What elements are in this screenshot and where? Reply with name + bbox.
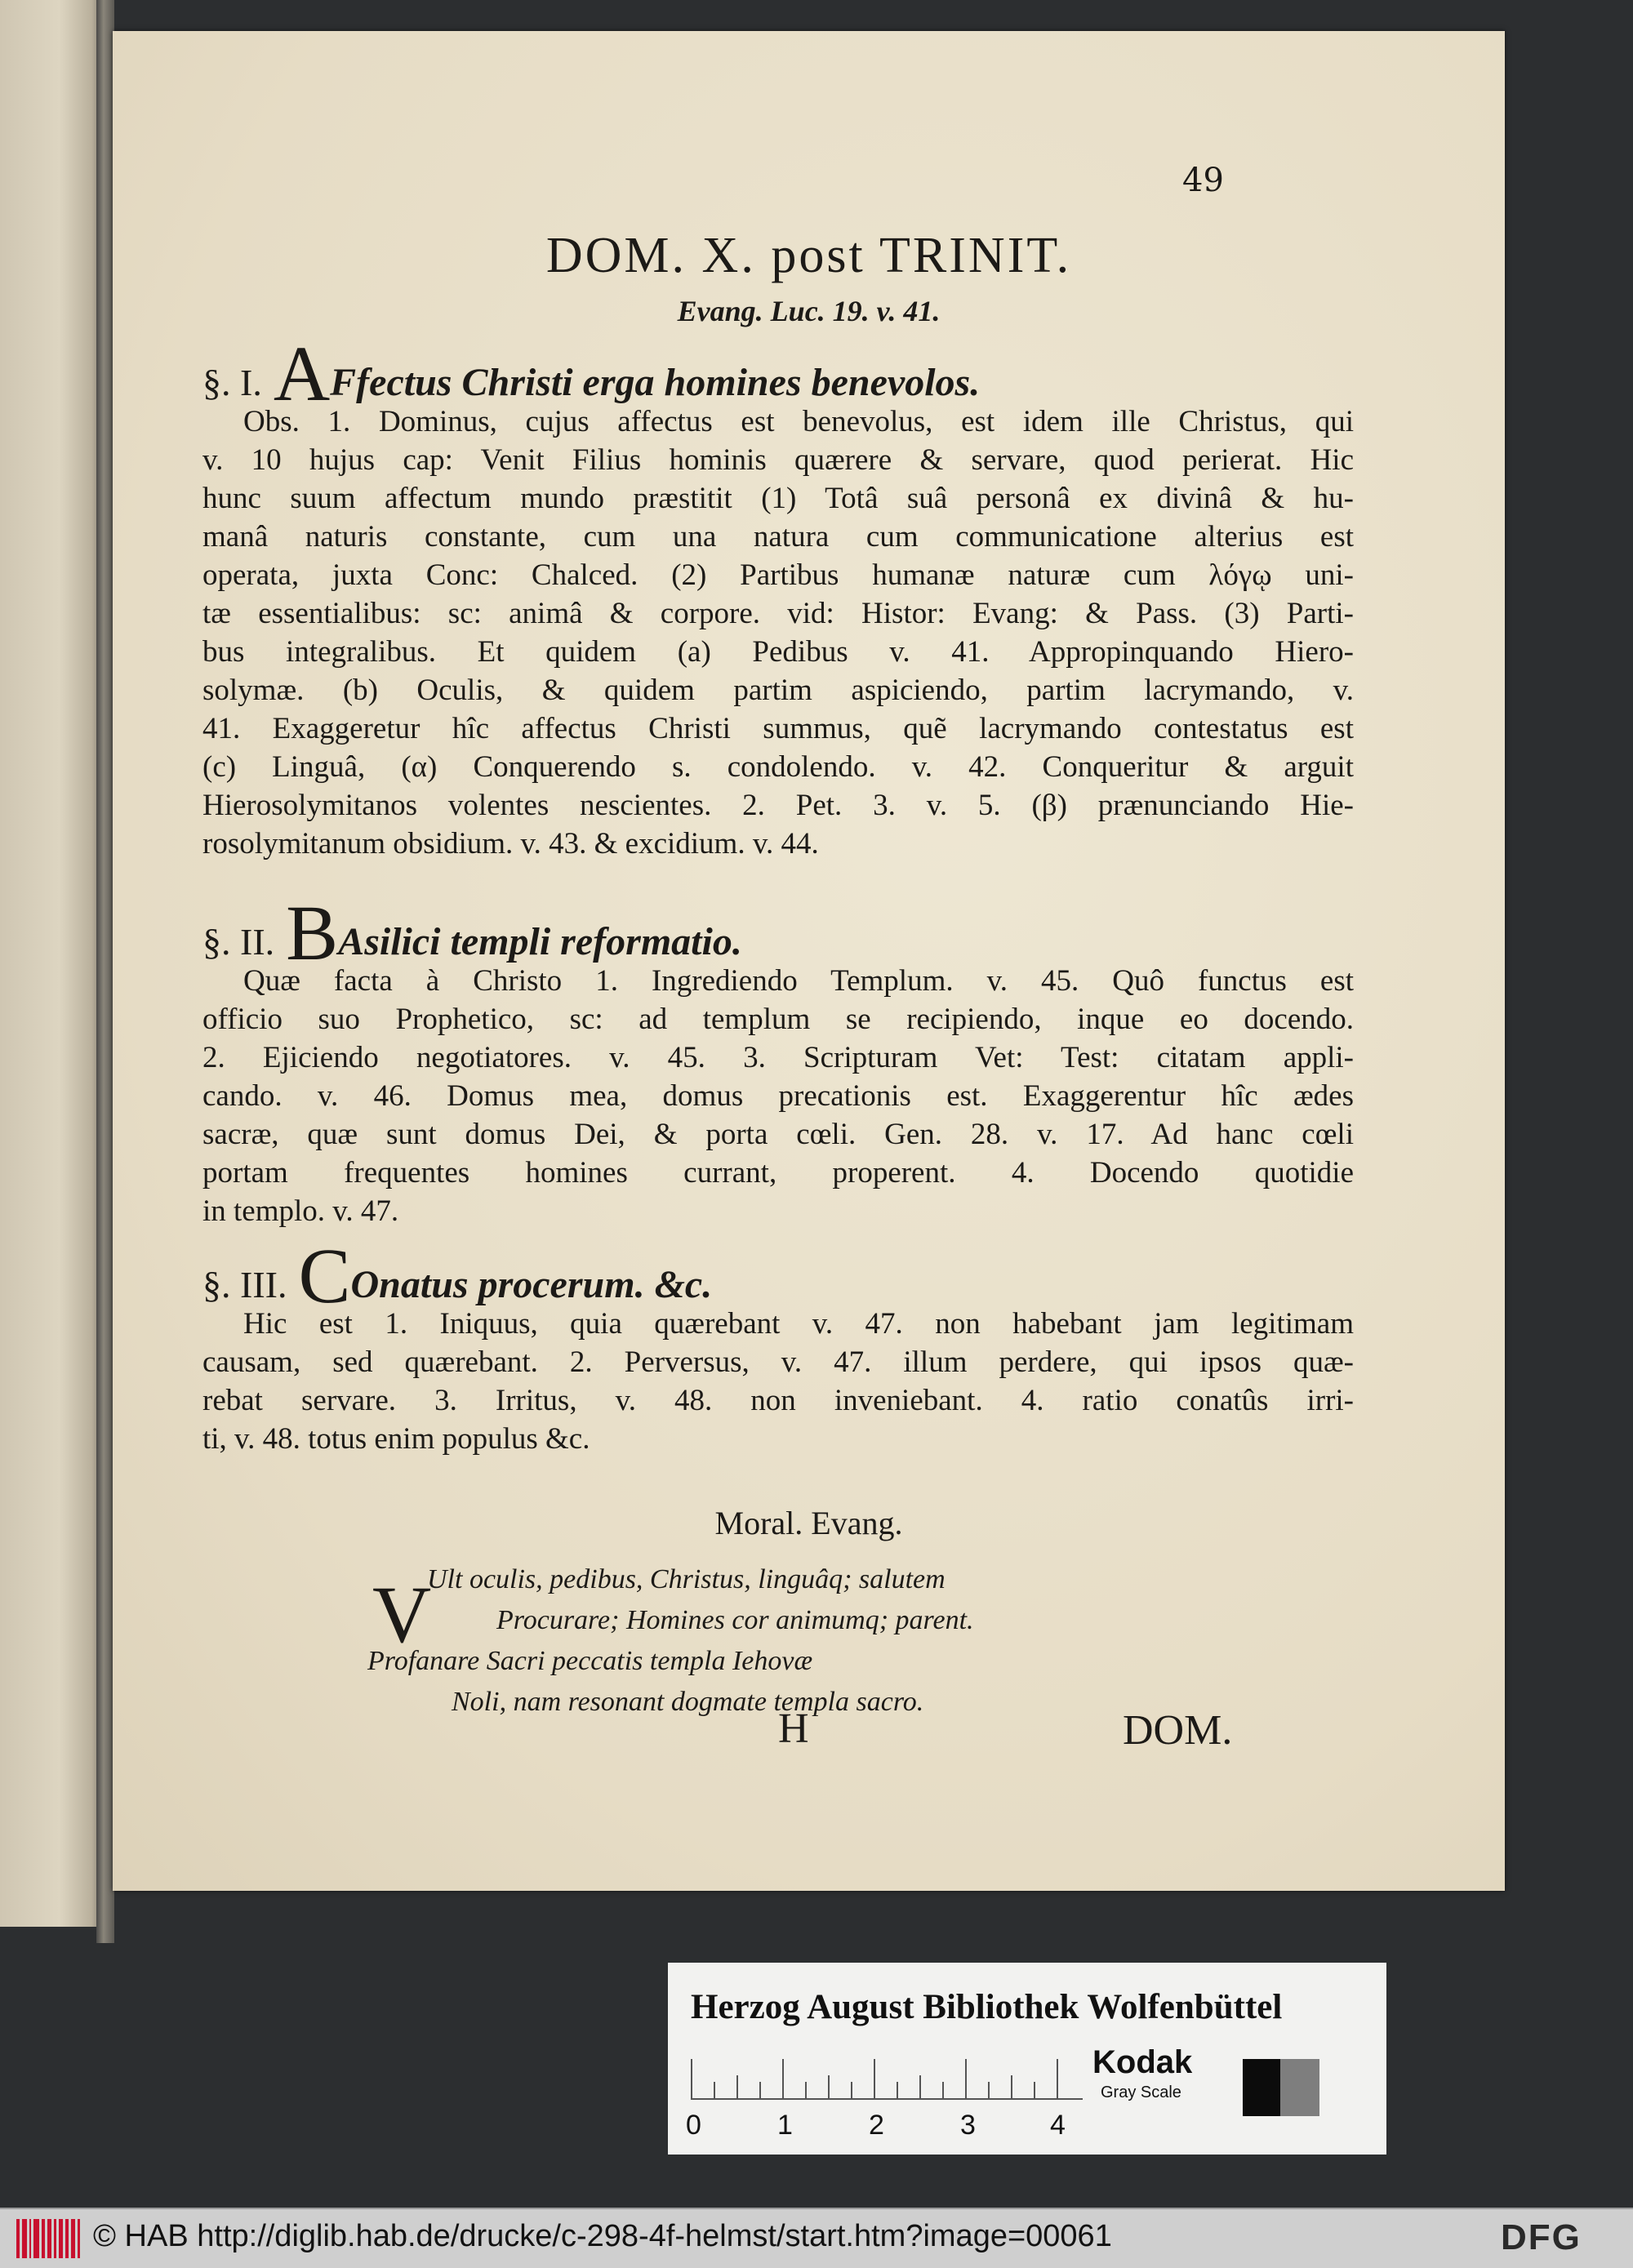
dfg-logo: DFG <box>1501 2217 1582 2257</box>
section-heading <box>202 1232 1354 1319</box>
text-line: solymæ. (b) Oculis, & quidem partim aspiciendo, partim lacrymando, v. <box>202 674 1354 707</box>
moral-heading: Moral. Evang. <box>714 1505 903 1541</box>
ruler-label: 2 <box>869 2110 884 2141</box>
page-title: DOM. X. post TRINIT. <box>545 228 1072 283</box>
moral-title <box>113 1504 1505 1542</box>
section-title: Onatus procerum. &c. <box>350 1263 713 1306</box>
text-line: hunc suum affectum mundo præstitit (1) Totâ suâ personâ ex divinâ & hu- <box>202 482 1354 515</box>
text-line: sacræ, quæ sunt domus Dei, & porta cœli. Gen. 28. v. 17. Ad hanc cœli <box>202 1118 1354 1151</box>
ruler-label: 1 <box>777 2110 793 2141</box>
section-number: §. II. <box>202 921 275 963</box>
text-line: rebat servare. 3. Irritus, v. 48. non inveniebant. 4. ratio conatûs irri- <box>202 1384 1354 1417</box>
book-page <box>113 31 1505 1891</box>
section-1 <box>202 330 1354 863</box>
grey-swatch <box>1280 2059 1319 2116</box>
previous-page-edge <box>0 0 108 1927</box>
section-heading <box>202 330 1354 417</box>
section-title: Ffectus Christi erga homines benevolos. <box>330 361 981 404</box>
text-line: v. 10 hujus cap: Venit Filius hominis quærere & servare, quod perierat. Hic <box>202 443 1354 477</box>
book-gutter <box>96 0 114 1943</box>
drop-cap: B <box>286 889 339 976</box>
ruler-label: 0 <box>686 2110 701 2141</box>
text-line: Obs. 1. Dominus, cujus affectus est benevolus, est idem ille Christus, qui <box>243 405 1354 438</box>
source-url-link[interactable]: © HAB http://diglib.hab.de/drucke/c-298-4f-helmst/start.htm?image=00061 <box>93 2219 1112 2253</box>
text-line: operata, juxta Conc: Chalced. (2) Partibus humanæ naturæ cum λόγῳ uni- <box>202 558 1354 592</box>
text-line: 41. Exaggeretur hîc affectus Christi summus, quẽ lacrymando contestatus est <box>202 712 1354 745</box>
text-line: portam frequentes homines currant, properent. 4. Docendo quotidie <box>202 1156 1354 1190</box>
library-color-card <box>668 1963 1386 2155</box>
page-number: 49 <box>1182 162 1224 199</box>
scale-ruler <box>691 2048 1083 2100</box>
drop-cap: V <box>372 1569 432 1660</box>
section-number: §. I. <box>202 362 262 403</box>
verse-line: Procurare; Homines cor animumq; parent. <box>496 1605 974 1635</box>
kodak-logo: Kodak <box>1092 2044 1193 2080</box>
text-line: Hierosolymitanos volentes nescientes. 2. Pet. 3. v. 5. (β) prænunciando Hie- <box>202 789 1354 822</box>
text-line: cando. v. 46. Domus mea, domus precationis est. Exaggerentur hîc ædes <box>202 1079 1354 1113</box>
section-heading <box>202 889 1354 976</box>
catchword: DOM. <box>1123 1707 1233 1754</box>
section-number: §. III. <box>202 1264 287 1305</box>
library-name: Herzog August Bibliothek Wolfenbüttel <box>691 1988 1283 2026</box>
signature-mark: H <box>778 1705 809 1752</box>
verse-line: Ult oculis, pedibus, Christus, linguâq; salutem <box>427 1564 946 1594</box>
black-swatch <box>1243 2059 1280 2116</box>
text-line: bus integralibus. Et quidem (a) Pedibus v. 41. Appropinquando Hiero- <box>202 635 1354 669</box>
section-title: Asilici templi reformatio. <box>338 920 742 963</box>
verse-line: Noli, nam resonant dogmate templa sacro. <box>452 1687 924 1717</box>
drop-cap: A <box>273 330 331 417</box>
text-line: in templo. v. 47. <box>202 1194 399 1228</box>
barcode-icon <box>16 2219 80 2258</box>
drop-cap: C <box>298 1232 351 1319</box>
text-line: causam, sed quærebant. 2. Perversus, v. 47. illum perdere, qui ipsos quæ- <box>202 1345 1354 1379</box>
verse-line: Profanare Sacri peccatis templa Iehovæ <box>367 1646 813 1676</box>
section-2 <box>202 889 1354 1230</box>
text-line: 2. Ejiciendo negotiatores. v. 45. 3. Scripturam Vet: Test: citatam appli- <box>202 1041 1354 1074</box>
text-line: Hic est 1. Iniquus, quia quærebant v. 47. non habebant jam legitimam <box>243 1307 1354 1341</box>
page-subtitle: Evang. Luc. 19. v. 41. <box>677 295 941 327</box>
text-line: (c) Linguâ, (α) Conquerendo s. condolendo. v. 42. Conqueritur & arguit <box>202 750 1354 784</box>
text-line: ti, v. 48. totus enim populus &c. <box>202 1422 590 1456</box>
ruler-label: 4 <box>1050 2110 1066 2141</box>
text-line: officio suo Prophetico, sc: ad templum se recipiendo, inque eo docendo. <box>202 1003 1354 1036</box>
section-3 <box>202 1232 1354 1458</box>
text-line: manâ naturis constante, cum una natura cum communicatione alterius est <box>202 520 1354 554</box>
text-line: tæ essentialibus: sc: animâ & corpore. vid: Histor: Evang: & Pass. (3) Parti- <box>202 597 1354 630</box>
grayscale-caption: Gray Scale <box>1101 2083 1181 2101</box>
ruler-label: 3 <box>960 2110 976 2141</box>
text-line: rosolymitanum obsidium. v. 43. & excidium. v. 44. <box>202 827 819 861</box>
text-line: Quæ facta à Christo 1. Ingrediendo Templum. v. 45. Quô functus est <box>243 964 1354 998</box>
footer-bar <box>0 2208 1633 2268</box>
